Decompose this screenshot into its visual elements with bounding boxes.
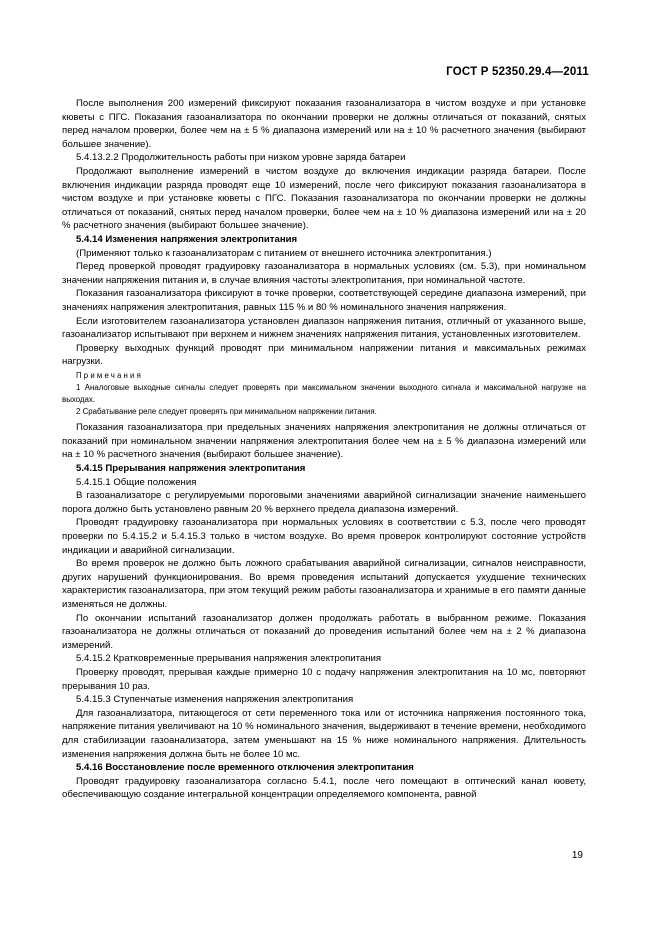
note-item: 1 Аналоговые выходные сигналы следует проверять при максимальном значении выходного сигнала и максимальной нагрузке на выходах. — [62, 383, 586, 405]
section-heading: 5.4.16 Восстановление после временного отключения электропитания — [76, 762, 414, 774]
notes-title: Примечания — [76, 370, 144, 380]
paragraph: После выполнения 200 измерений фиксируют показания газоанализатора в чистом воздухе и при установке кюветы с ПГС. Показания газоанализатора по окончании проверки не должны отличаться от показаний, снятых перед началом проверки, более чем на ± 5 % диапазона измерений или на ± 10 % расчетного значения (выбирают большее значение). — [62, 98, 586, 150]
paragraph: Если изготовителем газоанализатора установлен диапазон напряжения питания, отличный от указанного выше, газоанализатор испытывают при верхнем и нижнем значениях напряжения питания, установленных изготовителем. — [62, 315, 586, 341]
paragraph: Во время проверок не должно быть ложного срабатывания аварийной сигнализации, сигналов неисправности, других нарушений функционирования. Во время проведения испытаний допускается ухудшение технических характеристик газоанализатора, при этом текущий режим работы газоанализатора и хранимые в его памяти данные изменяться не должны. — [62, 558, 586, 610]
note-item: 2 Срабатывание реле следует проверять при минимальном напряжении питания. — [76, 406, 377, 416]
paragraph: Перед проверкой проводят градуировку газоанализатора в нормальных условиях (см. 5.3), при номинальном значении напряжения питания и, в случае влияния частоты электропитания, при номинальной частоте. — [62, 261, 586, 286]
subsection-heading: 5.4.15.3 Ступенчатые изменения напряжения электропитания — [76, 694, 354, 706]
section-heading: 5.4.15 Прерывания напряжения электропитания — [76, 463, 306, 475]
paragraph: (Применяют только к газоанализаторам с питанием от внешнего источника электропитания.) — [76, 247, 492, 259]
notes-block — [62, 369, 586, 417]
paragraph: Проводят градуировку газоанализатора согласно 5.4.1, после чего помещают в оптический канал кювету, обеспечивающую создание интегральной концентрации определяемого компонента, равной — [62, 775, 586, 801]
document-body — [62, 97, 586, 802]
paragraph: Проверку выходных функций проводят при минимальном напряжении питания и максимальных режимах нагрузки. — [62, 342, 586, 368]
subsection-heading: 5.4.15.2 Кратковременные прерывания напряжения электропитания — [76, 653, 382, 665]
subsection-heading: 5.4.15.1 Общие положения — [76, 476, 197, 488]
paragraph: По окончании испытаний газоанализатор должен продолжать работать в выбранном режиме. Показания газоанализатора не должны отличаться от показаний до проведения испытаний более чем на ± 2 % диапазона измерений. — [62, 612, 586, 651]
paragraph: В газоанализаторе с регулируемыми пороговыми значениями аварийной сигнализации значение наименьшего порога должно быть установлено равным 20 % верхнего предела диапазона измерений. — [62, 490, 586, 515]
section-heading: 5.4.14 Изменения напряжения электропитания — [76, 233, 298, 245]
document-code-header: ГОСТ Р 52350.29.4—2011 — [446, 66, 589, 78]
subsection-heading: 5.4.13.2.2 Продолжительность работы при низком уровне заряда батареи — [76, 152, 406, 164]
paragraph: Продолжают выполнение измерений в чистом воздухе до включения индикации разряда батареи. После включения индикации разряда проводят еще 10 измерений, после чего фиксируют показания газоанализатора в чистом воздухе и при установке кюветы с ПГС. Показания газоанализатора по окончании проверки не должны отличаться от показаний, снятых перед началом проверки, более чем на ± 10 % диапазона измерений или на ± 20 % расчетного значения (выбирают большее значение). — [62, 165, 586, 232]
paragraph: Проводят градуировку газоанализатора при нормальных условиях в соответствии с 5.3, после чего проводят проверки по 5.4.15.2 и 5.4.15.3 только в чистом воздухе. Во время проверок контролируют состояние устройств индикации и аварийной сигнализации. — [62, 517, 586, 556]
page-number: 19 — [571, 850, 583, 861]
paragraph: Показания газоанализатора при предельных значениях напряжения электропитания не должны отличаться от показаний при номинальном значении напряжения электропитания более чем на ± 5 % диапазона измерений или на ± 10 % расчетного значения (выбирают большее значение). — [62, 422, 586, 461]
paragraph: Для газоанализатора, питающегося от сети переменного тока или от источника напряжения постоянного тока, напряжение питания увеличивают на 10 % номинального значения, выдерживают в течение времени, необходимого для стабилизации газоанализатора, затем уменьшают на 15 % ниже номинального напряжения. Длительность изменения напряжения должна быть не более 10 мс. — [62, 707, 586, 760]
paragraph: Проверку проводят, прерывая каждые примерно 10 с подачу напряжения электропитания на 10 мс, повторяют прерывания 10 раз. — [62, 666, 586, 692]
paragraph: Показания газоанализатора фиксируют в точке проверки, соответствующей середине диапазона измерений, при значениях напряжения электропитания, равных 115 % и 80 % номинального значения напряжения. — [62, 288, 586, 313]
